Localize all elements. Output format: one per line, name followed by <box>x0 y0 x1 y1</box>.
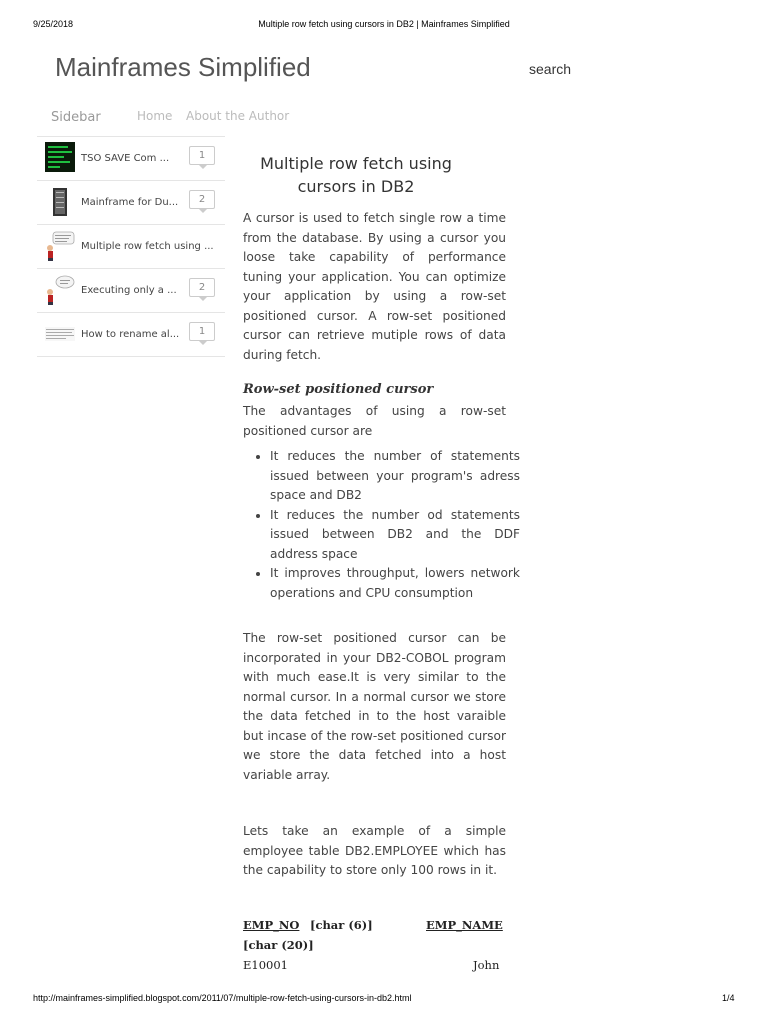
row-emp-name: John <box>473 958 500 972</box>
server-rack-thumbnail <box>45 187 75 217</box>
sidebar-item-mainframe-dummies[interactable] <box>37 181 225 225</box>
section-heading: Row-set positioned cursor <box>243 382 434 397</box>
text-lines-thumbnail <box>45 319 75 349</box>
paragraph-three: Lets take an example of a simple employee table DB2.EMPLOYEE which has the capability to store only 100 rows in it. <box>243 824 506 877</box>
print-url: http://mainframes-simplified.blogspot.com/2011/07/multiple-row-fetch-using-cursors-in-db2.html <box>33 993 412 1003</box>
list-item: • It reduces the number of statements issued between your program's adress space and DB2 <box>270 447 520 506</box>
sidebar-item-executing-only[interactable] <box>37 269 225 313</box>
col-emp-no-header: EMP_NO <box>243 918 300 932</box>
advantages-list <box>256 447 520 603</box>
sidebar-item-label: Multiple row fetch using ... <box>81 241 214 252</box>
sidebar-item-label: TSO SAVE Com ... <box>81 153 170 164</box>
list-item: • It improves throughput, lowers network operations and CPU consumption <box>270 564 520 603</box>
nav-home-link[interactable]: Home <box>137 109 173 123</box>
nav-about-link[interactable]: About the Author <box>186 109 290 123</box>
intro-paragraph: A cursor is used to fetch single row a time from the database. By using a cursor you loose take capability of performance tuning your application. You can optimize your application by using a row-set positioned cursor. A row-set positioned cursor can retrieve mutiple rows of data during fetch. <box>243 211 506 362</box>
sidebar-item-label: Executing only a ... <box>81 285 177 296</box>
sidebar-item-label: Mainframe for Du... <box>81 197 179 208</box>
post-title: Multiple row fetch using cursors in DB2 <box>260 154 452 196</box>
list-item: • It reduces the number od statements issued between DB2 and the DDF address space <box>270 506 520 565</box>
paragraph-two: The row-set positioned cursor can be incorporated in your DB2-COBOL program with much ease.It is very similar to the normal cursor. In a normal cursor we store the data fetched in to the host varaible but incase of the row-set positioned cursor we store the data fetched into a host variable array. <box>243 631 506 782</box>
comment-count-badge: 1 <box>189 322 215 341</box>
row-emp-id: E10001 <box>243 958 288 972</box>
col-emp-no-type: [char (6)] <box>310 918 373 932</box>
col-emp-name-header: EMP_NAME <box>426 918 503 932</box>
sidebar-toggle[interactable]: Sidebar <box>51 110 101 125</box>
cartoon-speech-thumbnail <box>45 275 75 305</box>
sidebar-item-how-to-rename[interactable] <box>37 313 225 357</box>
print-page-title: Multiple row fetch using cursors in DB2 | Mainframes Simplified <box>258 19 510 29</box>
green-terminal-thumbnail <box>45 142 75 172</box>
sidebar-post-list <box>37 136 225 357</box>
advantages-intro: The advantages of using a row-set positioned cursor are <box>243 404 506 438</box>
print-page-number: 1/4 <box>722 993 735 1003</box>
comment-count-badge: 1 <box>189 146 215 165</box>
sidebar-item-label: How to rename al... <box>81 329 180 340</box>
print-date: 9/25/2018 <box>33 19 74 29</box>
col-emp-name-type: [char (20)] <box>243 938 314 952</box>
sidebar-item-tso-save[interactable] <box>37 137 225 181</box>
comment-count-badge: 2 <box>189 278 215 297</box>
comment-count-badge: 2 <box>189 190 215 209</box>
site-title[interactable]: Mainframes Simplified <box>55 52 311 82</box>
search-link[interactable]: search <box>529 61 572 77</box>
sidebar-item-multiple-row-fetch[interactable] <box>37 225 225 269</box>
cartoon-speech-thumbnail <box>45 231 75 261</box>
